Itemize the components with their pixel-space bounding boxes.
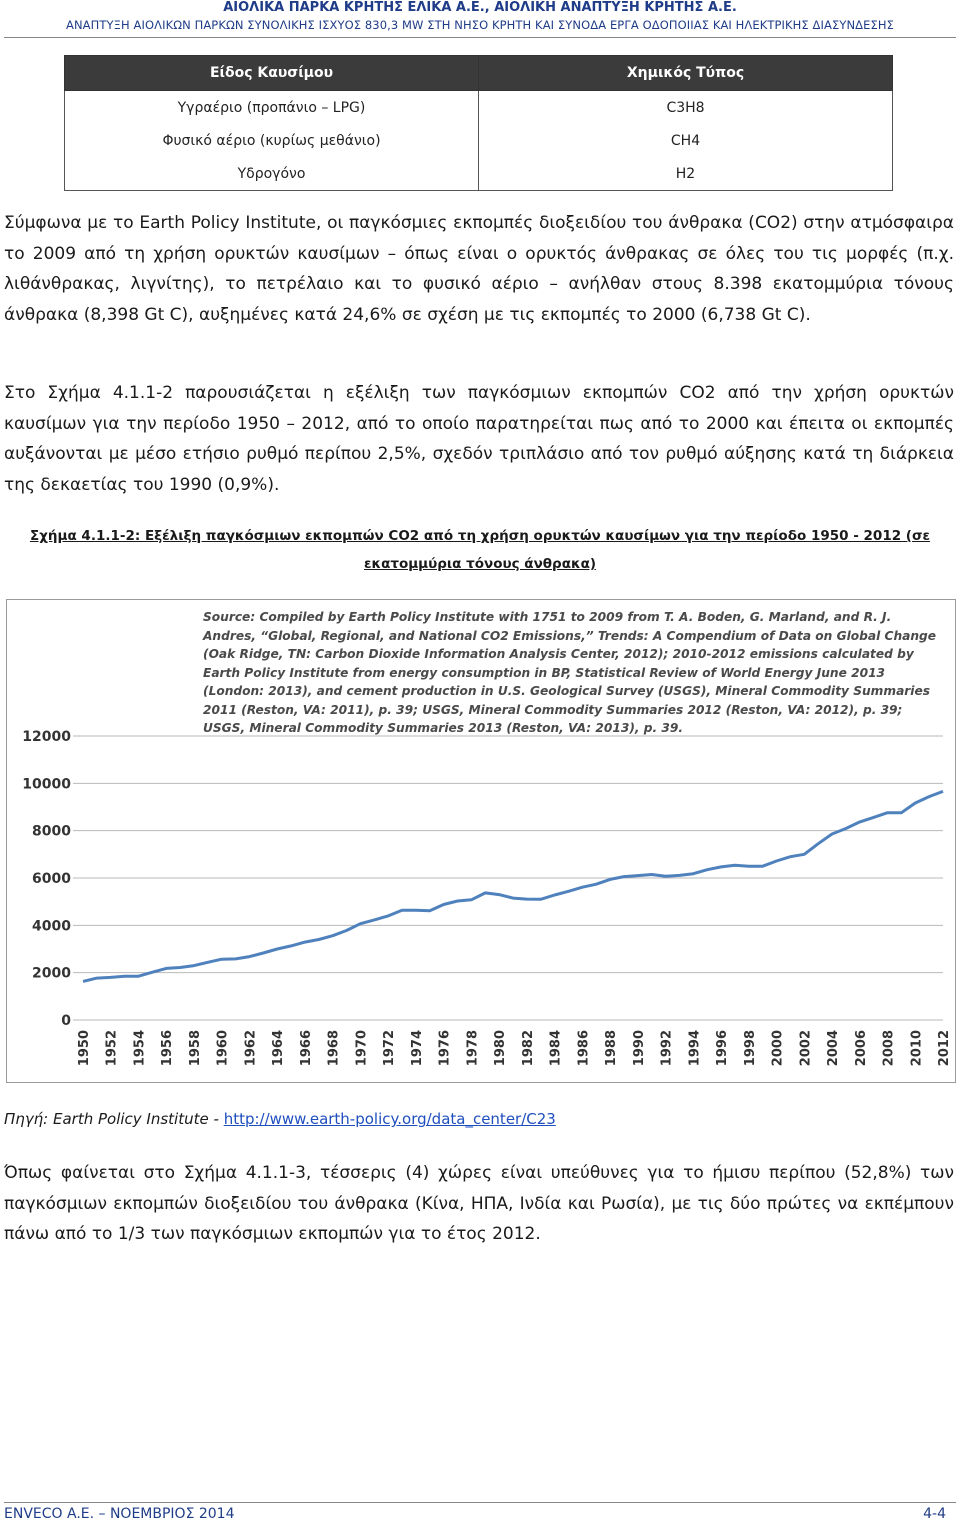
x-tick-label: 1964: [271, 1030, 287, 1067]
x-tick-label: 2010: [909, 1030, 925, 1067]
figure-source-link[interactable]: http://www.earth-policy.org/data_center/C23: [223, 1110, 556, 1128]
x-tick-label: 1958: [187, 1030, 203, 1067]
x-tick-label: 1992: [659, 1030, 675, 1067]
x-tick-label: 1956: [160, 1030, 176, 1067]
x-tick-label: 1994: [687, 1030, 703, 1067]
x-tick-label: 1976: [437, 1030, 453, 1067]
footer-divider: [4, 1502, 956, 1503]
x-tick-label: 2000: [770, 1030, 786, 1067]
paragraph-top-emitters: Όπως φαίνεται στο Σχήμα 4.1.1-3, τέσσερις (4) χώρες είναι υπεύθυνες για το ήμισυ περίπου (52,8%) των παγκόσμιων εκπομπών διοξειδίου του άνθρακα (Κίνα, ΗΠΑ, Ινδία και Ρωσία), με τις δύο πρώτες να εκπέμπουν πάνω από το 1/3 των παγκόσμιων εκπομπών για το έτος 2012.: [4, 1163, 954, 1244]
x-tick-label: 1970: [354, 1030, 370, 1067]
x-tick-label: 1962: [243, 1030, 259, 1067]
fuel-name-cell: Υδρογόνο: [65, 157, 479, 191]
emissions-line-chart: [7, 600, 955, 1082]
x-tick-label: 1990: [631, 1030, 647, 1067]
footer-company: ENVECO A.E. – ΝΟΕΜΒΡΙΟΣ 2014: [4, 1506, 235, 1522]
header-divider: [4, 37, 956, 38]
fuel-name-cell: Φυσικό αέριο (κυρίως μεθάνιο): [65, 124, 479, 157]
figure-source-label: Πηγή: Earth Policy Institute -: [4, 1110, 224, 1128]
x-tick-label: 1960: [215, 1030, 231, 1067]
x-tick-label: 1974: [409, 1030, 425, 1067]
table-row: [65, 91, 893, 125]
formula-cell: C3H8: [479, 91, 893, 125]
y-tick-label: 2000: [32, 965, 71, 982]
figure-source: [4, 1110, 556, 1128]
x-tick-label: 1954: [132, 1030, 148, 1067]
x-tick-label: 1980: [493, 1030, 509, 1067]
paragraph-emissions-2009: Σύμφωνα με το Earth Policy Institute, οι παγκόσμιες εκπομπές διοξειδίου του άνθρακα (CO2) στην ατμόσφαιρα το 2009 από τη χρήση ορυκτών καυσίμων – όπως είναι ο ορυκτός άνθρακας σε όλες του τις μορφές (π.χ. λιθάνθρακας, λιγνίτης), το πετρέλαιο και το φυσικό αέριο – ανήλθαν στους 8.398 εκατομμύρια τόνους άνθρακα (8,398 Gt C), αυξημένες κατά 24,6% σε σχέση με τις εκπομπές το 2000 (6,738 Gt C).: [4, 213, 954, 325]
x-tick-label: 2008: [881, 1030, 897, 1067]
fuel-table-header-formula: Χημικός Τύπος: [479, 56, 893, 91]
x-tick-label: 1988: [604, 1030, 620, 1067]
x-tick-label: 1950: [77, 1030, 92, 1067]
x-tick-label: 1968: [326, 1030, 342, 1067]
emissions-series-line: [83, 791, 943, 981]
formula-cell: H2: [479, 157, 893, 191]
footer-page-number: 4-4: [923, 1506, 946, 1522]
y-tick-label: 4000: [32, 918, 71, 935]
x-tick-label: 1984: [548, 1030, 564, 1067]
y-tick-label: 0: [61, 1013, 71, 1029]
x-tick-label: 2004: [826, 1030, 842, 1067]
chart-source-note: Source: Compiled by Earth Policy Institute with 1751 to 2009 from T. A. Boden, G. Marland, and R. J. Andres, “Global, Regional, and National CO2 Emissions,” Trends: A Compendium of Data on Global Change (Oak Ridge, TN: Carbon Dioxide Information Analysis Center, 2012); 2010-2012 emissions calculated by Earth Policy Institute from energy consumption in BP, Statistical Review of World Energy June 2013 (London: 2013), and cement production in U.S. Geological Survey (USGS), Mineral Commodity Summaries 2011 (Reston, VA: 2011), p. 39; USGS, Mineral Commodity Summaries 2012 (Reston, VA: 2012), p. 39; USGS, Mineral Commodity Summaries 2013 (Reston, VA: 2013), p. 39.: [203, 610, 937, 735]
fuel-name-cell: Υγραέριο (προπάνιο – LPG): [65, 91, 479, 125]
y-tick-label: 12000: [22, 729, 71, 745]
emissions-chart: [6, 599, 956, 1083]
x-tick-label: 1996: [715, 1030, 731, 1067]
fuel-table-header-row: [65, 56, 893, 91]
x-tick-label: 1986: [576, 1030, 592, 1067]
document-header-title: ΑΙΟΛΙΚΑ ΠΑΡΚΑ ΚΡΗΤΗΣ ΕΛΙΚΑ Α.Ε., ΑΙΟΛΙΚΗ ΑΝΑΠΤΥΞΗ ΚΡΗΤΗΣ Α.Ε.: [223, 0, 737, 15]
x-tick-label: 1972: [382, 1030, 398, 1067]
y-tick-label: 8000: [32, 823, 71, 840]
paragraph-emissions-trend: Στο Σχήμα 4.1.1-2 παρουσιάζεται η εξέλιξη των παγκόσμιων εκπομπών CO2 από την χρήση ορυκτών καυσίμων για την περίοδο 1950 – 2012, από το οποίο παρατηρείται πως από το 2000 και έπειτα οι εκπομπές αυξάνονται με μέσο ετήσιο ρυθμό περίπου 2,5%, σχεδόν τριπλάσιο από τον ρυθμό αύξησης κατά τη διάρκεια της δεκαετίας του 1990 (0,9%).: [4, 383, 954, 495]
x-tick-label: 2012: [937, 1030, 952, 1067]
formula-cell: CH4: [479, 124, 893, 157]
fuel-table: [64, 55, 893, 191]
table-row: [65, 157, 893, 191]
x-tick-label: 2006: [853, 1030, 869, 1067]
x-tick-label: 1982: [520, 1030, 536, 1067]
figure-caption: Σχήμα 4.1.1-2: Εξέλιξη παγκόσμιων εκπομπών CO2 από τη χρήση ορυκτών καυσίμων για την περίοδο 1950 - 2012 (σε εκατομμύρια τόνους άνθρακα): [29, 528, 931, 572]
y-tick-label: 10000: [22, 776, 71, 793]
x-tick-label: 1952: [104, 1030, 120, 1067]
x-tick-label: 2002: [798, 1030, 814, 1067]
y-tick-label: 6000: [32, 871, 71, 887]
table-row: [65, 124, 893, 157]
fuel-table-header-fuel: Είδος Καυσίμου: [65, 56, 479, 91]
x-tick-label: 1998: [742, 1030, 758, 1067]
document-header-subtitle: ΑΝΑΠΤΥΞΗ ΑΙΟΛΙΚΩΝ ΠΑΡΚΩΝ ΣΥΝΟΛΙΚΗΣ ΙΣΧΥΟΣ 830,3 MW ΣΤΗ ΝΗΣΟ ΚΡΗΤΗ ΚΑΙ ΣΥΝΟΔΑ ΕΡΓΑ ΟΔΟΠΟΙΙΑΣ ΚΑΙ ΗΛΕΚΤΡΙΚΗΣ ΔΙΑΣΥΝΔΕΣΗΣ: [66, 18, 894, 32]
x-tick-label: 1978: [465, 1030, 481, 1067]
x-tick-label: 1966: [298, 1030, 314, 1067]
